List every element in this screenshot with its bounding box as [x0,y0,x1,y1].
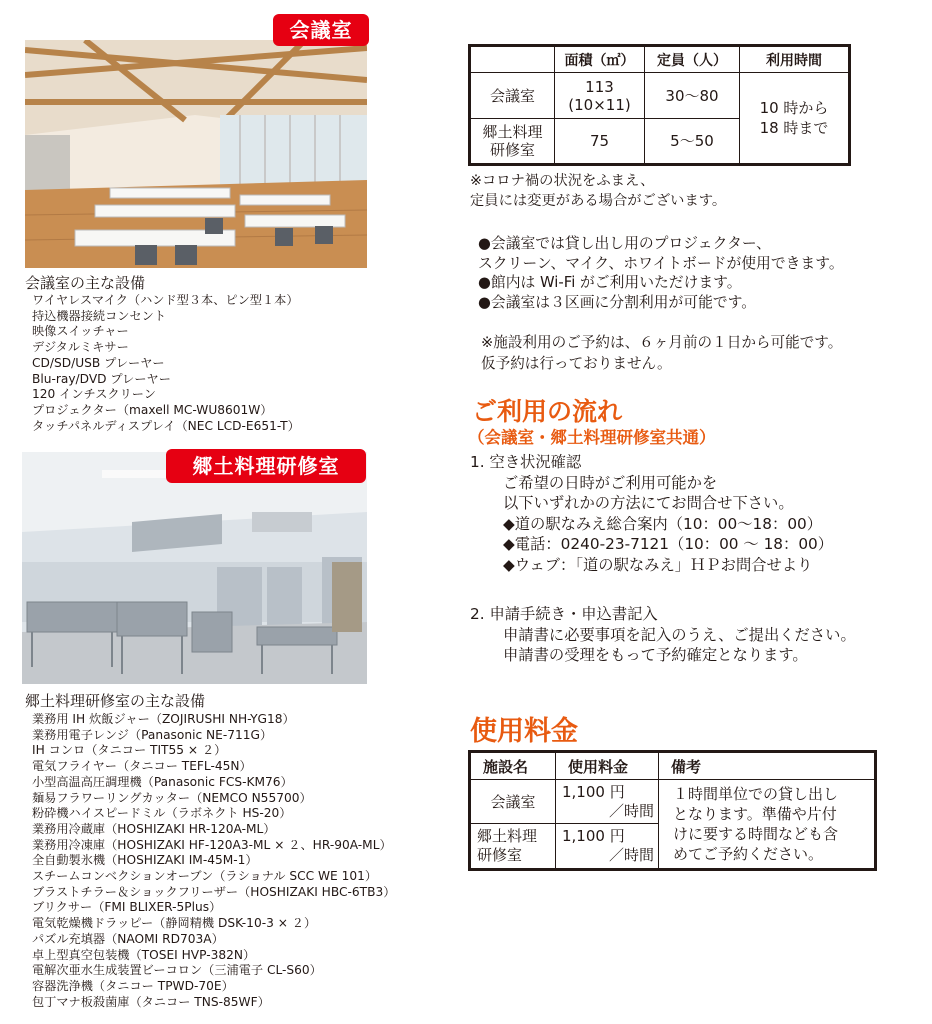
equipment-item: CD/SD/USB プレーヤー [32,355,165,370]
fee-room-name: 郷土料理 研修室 [470,824,556,870]
fee-table [468,750,877,871]
corona-note-line: 定員には変更がある場合がございます。 [470,193,727,209]
flow-step-2 [470,604,856,666]
equipment-item: IH コンロ（タニコー TIT55 × ２） [32,743,227,758]
equipment-item: 電気乾燥機ドラッピー（静岡精機 DSK-10-3 × ２） [32,916,317,931]
flow-step-title: 1. 空き状況確認 [470,453,582,471]
equipment-item: 映像スイッチャー [32,324,129,339]
equipment-item: 持込機器接続コンセント [32,308,167,323]
fee-price-cell [556,780,659,824]
equipment-item: 粉砕機ハイスピードミル（ラボネクト HS-20） [32,806,292,821]
fee-room-name: 会議室 [470,780,556,824]
equipment-item: 業務用電子レンジ（Panasonic NE-711G） [32,727,273,742]
fee-price-cell [556,824,659,870]
equipment-item: 120 インチスクリーン [32,387,156,402]
flow-step-1 [470,452,833,575]
spec-room-name: 郷土料理 研修室 [470,119,555,165]
spec-header-hours: 利用時間 [740,46,850,73]
equipment-item: ブリクサー（FMI BLIXER-5Plus） [32,900,222,915]
conference-equipment-list [32,293,300,434]
spec-header-area: 面積（㎡） [555,46,645,73]
bullet-item: ●会議室では貸し出し用のプロジェクター、 [478,235,771,252]
spec-room-name: 会議室 [470,73,555,119]
flow-line: 申請書の受理をもって予約確定となります。 [503,646,808,664]
flow-line: ◆電話：0240-23-7121（10：00 〜 18：00） [503,535,834,553]
spec-capacity: 30〜80 [645,73,740,119]
equipment-item: 容器洗浄機（タニコー TPWD-70E） [32,978,234,993]
spec-area: 113 (10×11) [555,73,645,119]
cooking-equipment-title: 郷土料理研修室の主な設備 [25,692,206,710]
spec-header-capacity: 定員（人） [645,46,740,73]
reservation-note [481,332,842,374]
equipment-item: 業務用 IH 炊飯ジャー（ZOJIRUSHI NH-YG18） [32,712,295,726]
flow-subtitle: （会議室・郷土料理研修室共通） [468,428,716,447]
equipment-item: 業務用冷凍庫（HOSHIZAKI HF-120A3-ML × ２、HR-90A-ML） [32,837,392,852]
equipment-item: ブラストチラー＆ショックフリーザー（HOSHIZAKI HBC-6TB3） [32,884,396,899]
reservation-note-line: 仮予約は行っておりません。 [481,355,672,372]
fee-unit: ／時間 [608,846,654,864]
flow-line: ◆道の駅なみえ総合案内（10：00〜18：00） [503,514,823,533]
corona-note [470,171,726,211]
room-spec-table [468,44,851,166]
equipment-item: 小型高温高圧調理機（Panasonic FCS-KM76） [32,774,293,789]
spec-header-blank [470,46,555,73]
flow-line: 申請書に必要事項を記入のうえ、ご提出ください。 [503,625,856,644]
bullet-item: ●会議室は３区画に分割利用が可能です。 [478,293,757,311]
bullet-item: ●館内は Wi-Fi がご利用いただけます。 [478,274,742,291]
equipment-item: 包丁マナ板殺菌庫（タニコー TNS-85WF） [32,994,270,1009]
equipment-item: デジタルミキサー [32,340,129,355]
equipment-item: 麺易フラワーリングカッター（NEMCO N55700） [32,790,312,805]
cooking-equipment-list [32,712,395,1010]
fee-row [470,780,876,824]
cooking-room-photo [22,452,367,684]
fee-header-remark: 備考 [659,752,876,780]
conference-room-photo [25,40,367,268]
spec-area: 75 [555,119,645,165]
spec-hours: 10 時から 18 時まで [740,73,850,165]
fee-unit: ／時間 [608,801,654,820]
equipment-item: Blu-ray/DVD プレーヤー [32,371,171,386]
conference-room-badge: 会議室 [273,14,369,46]
facility-bullets [478,234,844,312]
equipment-item: 電気フライヤー（タニコー TEFL-45N） [32,759,252,774]
equipment-item: パズル充填器（NAOMI RD703A） [32,931,224,946]
fee-header-name: 施設名 [470,752,556,780]
fee-header-price: 使用料金 [556,752,659,780]
corona-note-line: ※コロナ禍の状況をふまえ、 [470,173,655,189]
flow-line: 以下いずれかの方法にてお問合せ下さい。 [503,494,794,512]
fees-title: 使用料金 [470,716,578,747]
equipment-item: 電解次亜水生成装置ビーコロン（三浦電子 CL-S60） [32,963,322,978]
flow-line: ◆ウェブ：「道の駅なみえ」ＨＰお問合せより [503,555,813,574]
fee-header-row [470,752,876,780]
equipment-item: 業務用冷蔵庫（HOSHIZAKI HR-120A-ML） [32,821,276,836]
bullet-item: スクリーン、マイク、ホワイトボードが使用できます。 [478,254,844,272]
spec-header-row [470,46,850,73]
equipment-item: プロジェクター（maxell MC-WU8601W） [32,402,273,417]
cooking-room-badge: 郷土料理研修室 [166,449,366,483]
equipment-item: スチームコンベクションオーブン（ラショナル SCC WE 101） [32,869,378,884]
equipment-item: ワイヤレスマイク（ハンド型３本、ピン型１本） [32,293,299,307]
flow-title: ご利用の流れ [472,397,623,426]
flow-line: ご希望の日時がご利用可能かを [503,473,718,492]
fee-price: 1,100 円 [562,782,625,801]
spec-row [470,73,850,119]
spec-capacity: 5〜50 [645,119,740,165]
reservation-note-line: ※施設利用のご予約は、６ヶ月前の１日から可能です。 [481,334,843,351]
fee-remark: １時間単位での貸し出し となります。準備や片付 けに要する時間なども含 めてご予約ください。 [659,780,876,870]
equipment-item: 全自動製氷機（HOSHIZAKI IM-45M-1） [32,853,258,868]
equipment-item: タッチパネルディスプレイ（NEC LCD-E651-T） [32,418,300,433]
conference-equipment-title: 会議室の主な設備 [25,274,146,292]
flow-step-title: 2. 申請手続き・申込書記入 [470,605,658,623]
equipment-item: 卓上型真空包装機（TOSEI HVP-382N） [32,947,256,962]
fee-price: 1,100 円 [562,827,625,845]
